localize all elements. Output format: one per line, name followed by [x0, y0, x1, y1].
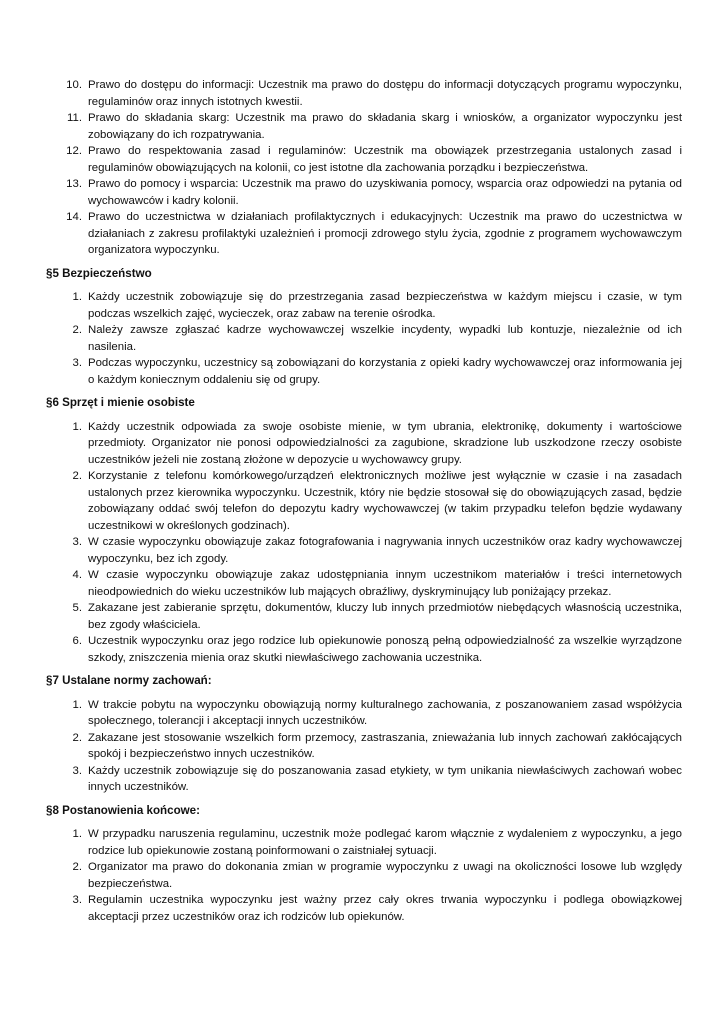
item-text: Uczestnik wypoczynku oraz jego rodzice lub opiekunowie ponoszą pełną odpowiedzialność za wszelkie wyrządzone szkody, zniszczenia mienia oraz skutki niewłaściwego zachowania uczestnika. — [88, 635, 682, 664]
item-text: Zakazane jest zabieranie sprzętu, dokumentów, kluczy lub innych przedmiotów niebędących własnością uczestnika, bez zgody właściciela. — [88, 602, 682, 631]
item-number: 3. — [72, 357, 82, 369]
item-number: 3. — [72, 764, 82, 777]
list-item — [46, 892, 682, 925]
list-item — [46, 77, 682, 110]
item-number: 11. — [67, 112, 82, 124]
section6-list — [46, 419, 682, 667]
section6-heading: §6 Sprzęt i mienie osobiste — [46, 396, 195, 409]
section7-heading: §7 Ustalane normy zachowań: — [46, 674, 212, 687]
list-item — [46, 110, 682, 143]
document-content — [46, 77, 682, 925]
list-item — [46, 730, 682, 763]
item-number: 5. — [72, 602, 82, 614]
list-item — [46, 289, 682, 322]
item-number: 2. — [72, 470, 82, 482]
item-number: 2. — [72, 861, 82, 873]
section4-list — [46, 77, 682, 259]
item-text: Organizator ma prawo do dokonania zmian w programie wypoczynku z uwagi na okoliczności losowe lub względy bezpieczeństwa. — [88, 861, 682, 890]
item-text: Prawo do składania skarg: Uczestnik ma prawo do składania skarg i wniosków, a organizator wypoczynku jest zobowiązany do ich rozpatrywania. — [88, 112, 682, 141]
item-text: Każdy uczestnik odpowiada za swoje osobiste mienie, w tym ubrania, elektronikę, dokumenty i wartościowe przedmioty. Organizator nie ponosi odpowiedzialności za zagubione, skradzione lub uszkodzone rzeczy osobiste uczestników jeżeli nie zostaną złożone w depozycie u wychowawcy grupy. — [88, 420, 682, 466]
list-item — [46, 534, 682, 567]
item-text: Każdy uczestnik zobowiązuje się do poszanowania zasad etykiety, w tym unikania niewłaściwych zachowań wobec innych uczestników. — [88, 764, 682, 793]
item-text: Podczas wypoczynku, uczestnicy są zobowiązani do korzystania z opieki kadry wychowawczej oraz informowania jej o każdym koniecznym oddaleniu się od grupy. — [88, 357, 682, 386]
item-number: 1. — [72, 698, 82, 711]
item-number: 1. — [72, 828, 82, 840]
item-text: Prawo do pomocy i wsparcia: Uczestnik ma prawo do uzyskiwania pomocy, wsparcia oraz odpowiedzi na pytania od wychowawców i kadry kolonii. — [88, 178, 682, 207]
list-item — [46, 633, 682, 666]
section5-list — [46, 289, 682, 388]
list-item — [46, 468, 682, 534]
item-number: 12. — [66, 145, 82, 157]
item-number: 10. — [66, 79, 82, 91]
item-number: 1. — [72, 291, 82, 303]
item-text: Regulamin uczestnika wypoczynku jest ważny przez cały okres trwania wypoczynku i podlega obowiązkowej akceptacji przez uczestników oraz ich rodziców lub opiekunów. — [88, 894, 682, 923]
item-text: Prawo do respektowania zasad i regulaminów: Uczestnik ma obowiązek przestrzegania ustalonych zasad i regulaminów obowiązujących na kolonii, co jest istotne dla zachowania porządku i bezpieczeństwa. — [88, 145, 682, 174]
section8-heading: §8 Postanowienia końcowe: — [46, 803, 200, 817]
section5-heading: §5 Bezpieczeństwo — [46, 266, 152, 280]
section7-list — [46, 697, 682, 796]
item-text: Prawo do dostępu do informacji: Uczestnik ma prawo do dostępu do informacji dotyczących programu wypoczynku, regulaminów oraz innych istotnych kwestii. — [88, 79, 682, 108]
item-number: 2. — [72, 324, 82, 336]
list-item — [46, 209, 682, 259]
list-item — [46, 859, 682, 892]
item-text: W trakcie pobytu na wypoczynku obowiązują normy kulturalnego zachowania, z poszanowaniem zasad współżycia społecznego, tolerancji i akceptacji innych uczestników. — [88, 698, 682, 727]
item-number: 6. — [72, 635, 82, 647]
item-text: W czasie wypoczynku obowiązuje zakaz udostępniania innym uczestnikom materiałów i treści internetowych nieodpowiednich do wieku uczestników lub mających obraźliwy, dyskryminujący lub poniżający przekaz. — [88, 569, 682, 598]
list-item — [46, 143, 682, 176]
list-item — [46, 322, 682, 355]
item-number: 3. — [72, 536, 82, 548]
list-item — [46, 176, 682, 209]
item-number: 4. — [72, 569, 82, 581]
list-item — [46, 600, 682, 633]
list-item — [46, 826, 682, 859]
item-text: Należy zawsze zgłaszać kadrze wychowawczej wszelkie incydenty, wypadki lub kontuzje, niezależnie od ich nasilenia. — [88, 324, 682, 353]
list-item — [46, 763, 682, 796]
item-number: 14. — [66, 211, 82, 223]
list-item — [46, 567, 682, 600]
item-text: Każdy uczestnik zobowiązuje się do przestrzegania zasad bezpieczeństwa w każdym miejscu i czasie, w tym podczas wszelkich zajęć, wycieczek, oraz zabaw na terenie ośrodka. — [88, 291, 682, 320]
item-text: W przypadku naruszenia regulaminu, uczestnik może podlegać karom włącznie z wydaleniem z wypoczynku, a jego rodzice lub opiekunowie zostaną poinformowani o zaistniałej sytuacji. — [88, 828, 682, 857]
item-text: Korzystanie z telefonu komórkowego/urządzeń elektronicznych możliwe jest wyłącznie w czasie i na zasadach ustalonych przez kierownika wypoczynku. Uczestnik, który nie będzie stosował się do obowiązujących zasad, będzie zobowiązany oddać swój telefon do depozytu kadry wychowawczej (w takim przypadku telefon będzie wydawany uczestnikowi w określonych godzinach). — [88, 470, 682, 532]
list-item — [46, 419, 682, 469]
item-text: W czasie wypoczynku obowiązuje zakaz fotografowania i nagrywania innych uczestników oraz kadry wychowawczej wypoczynku, bez ich zgody. — [88, 536, 682, 565]
item-number: 1. — [72, 420, 82, 433]
section8-list — [46, 826, 682, 925]
item-number: 13. — [66, 178, 82, 190]
list-item — [46, 355, 682, 388]
item-number: 3. — [72, 894, 82, 906]
list-item — [46, 697, 682, 730]
item-text: Prawo do uczestnictwa w działaniach profilaktycznych i edukacyjnych: Uczestnik ma prawo do uczestnictwa w działaniach z zakresu profilaktyki uzależnień i promocji zdrowego stylu życia, zgodnie z programem wychowawczym organizatora wypoczynku. — [88, 211, 682, 256]
item-text: Zakazane jest stosowanie wszelkich form przemocy, zastraszania, znieważania lub innych zachowań zakłócających spokój i bezpieczeństwo innych uczestników. — [88, 731, 682, 760]
item-number: 2. — [72, 731, 82, 744]
